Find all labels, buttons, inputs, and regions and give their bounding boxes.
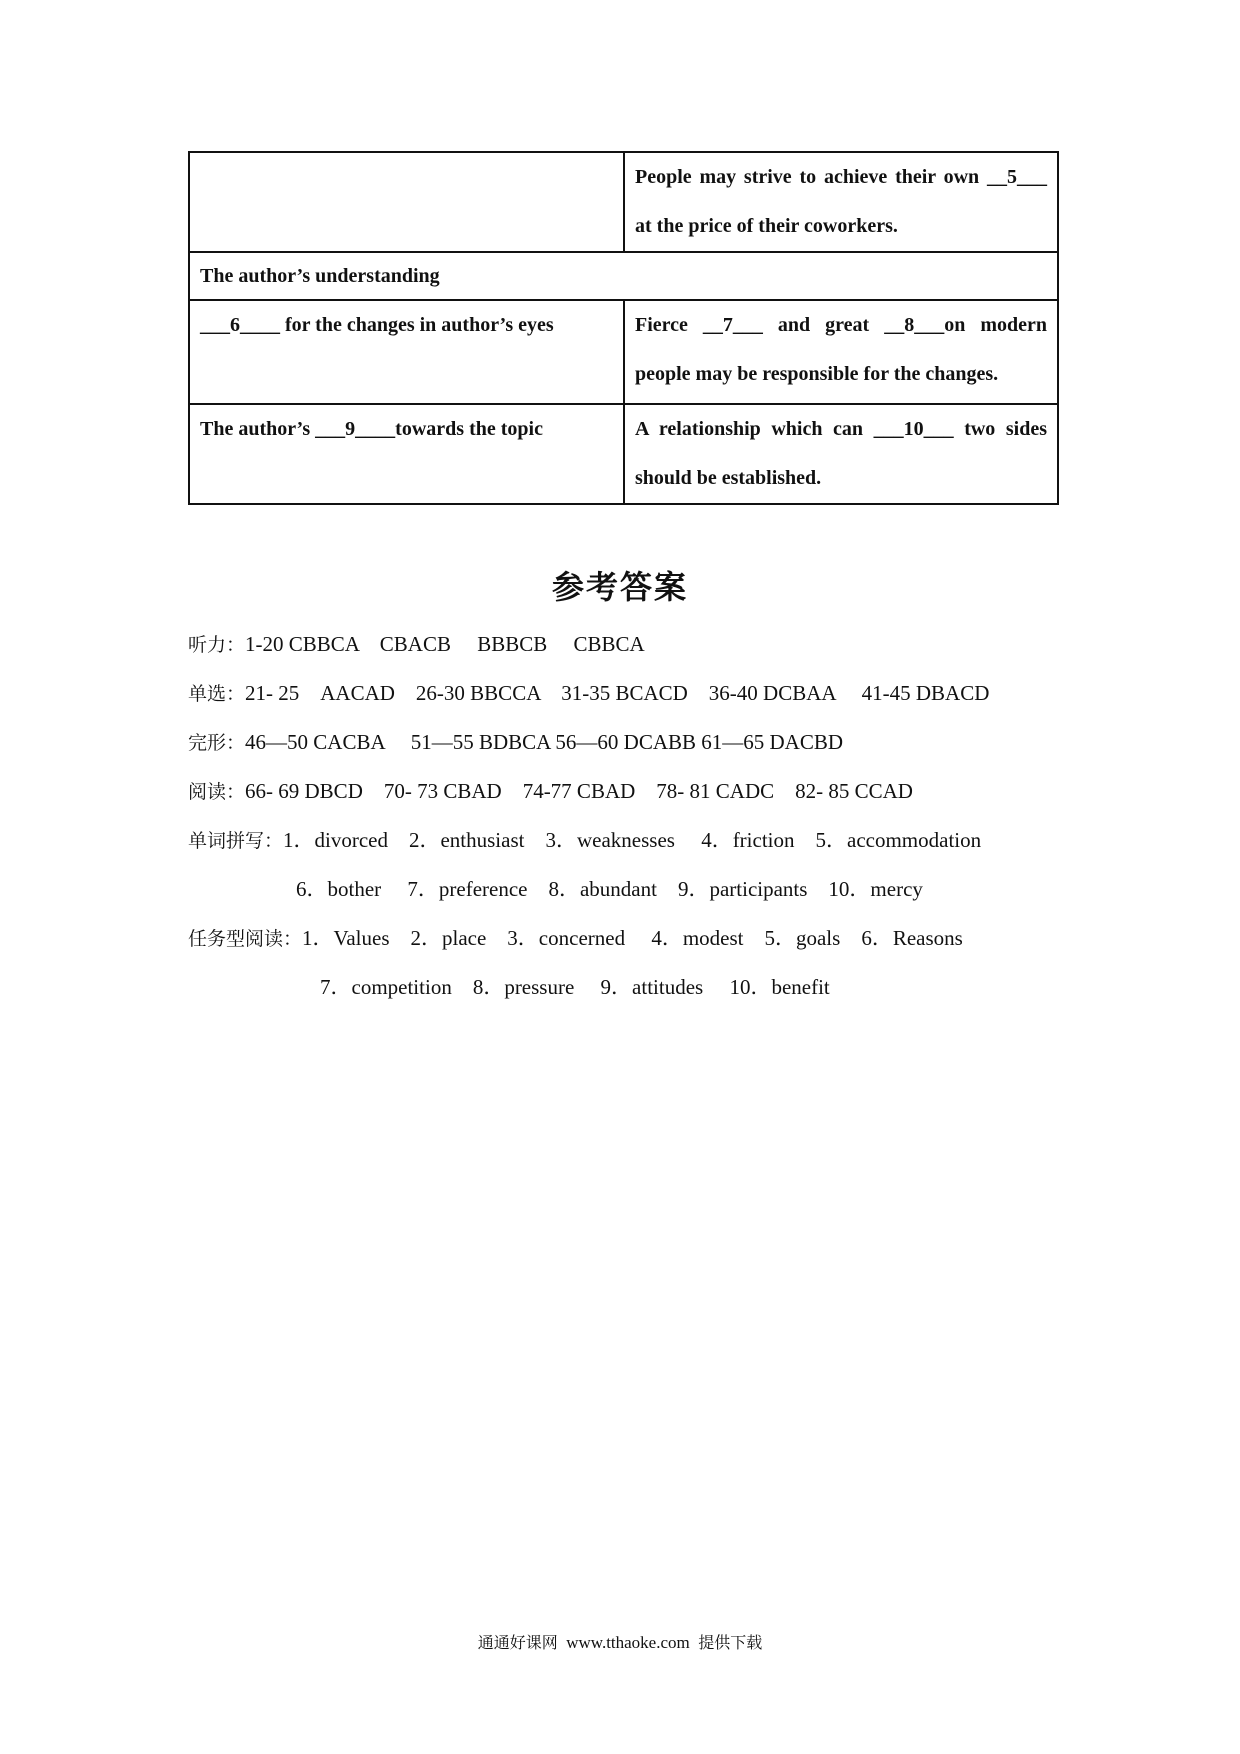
answer-values: 1．Values 2．place 3．concerned 4．modest 5．goals 6．Reasons — [302, 926, 963, 950]
table-row — [189, 252, 1058, 300]
answer-values: 21- 25 AACAD 26-30 BBCCA 31-35 BCACD 36-40 DCBAA 41-45 DBACD — [245, 681, 990, 705]
answer-line-task-reading-continued — [188, 963, 1088, 1012]
answers-title: 参考答案 — [551, 568, 688, 606]
answer-line-reading — [188, 767, 1088, 816]
table-row — [189, 404, 1058, 504]
answer-label: 单词拼写： — [188, 830, 284, 852]
answer-label: 任务型阅读： — [188, 928, 303, 950]
answer-label: 单选： — [188, 683, 246, 705]
footer-url[interactable]: www.tthaoke.com — [566, 1633, 690, 1652]
answer-line-spelling-continued — [188, 865, 1088, 914]
answer-line-task-reading — [188, 914, 1088, 963]
answer-line-spelling — [188, 816, 1088, 865]
answer-line-single-choice — [188, 669, 1088, 718]
table-cell-right: A relationship which can ___10___ two sides should be established. — [624, 404, 1058, 504]
answer-values: 6．bother 7．preference 8．abundant 9．participants 10．mercy — [296, 877, 923, 901]
table-cell-left: The author’s ___9____towards the topic — [189, 404, 624, 504]
table-row — [189, 152, 1058, 252]
table-cell-left — [189, 152, 624, 252]
footer-site-name: 通通好课网 — [477, 1633, 558, 1652]
table-cell-right: Fierce __7___ and great __8___on modern people may be responsible for the changes. — [624, 300, 1058, 404]
answer-line-listening — [188, 620, 1088, 669]
answer-values: 7．competition 8．pressure 9．attitudes 10．benefit — [320, 975, 830, 999]
answer-values: 66- 69 DBCD 70- 73 CBAD 74-77 CBAD 78- 81 CADC 82- 85 CCAD — [245, 779, 913, 803]
answer-label: 阅读： — [188, 781, 246, 803]
page-footer — [0, 1630, 1240, 1653]
answer-values: 1．divorced 2．enthusiast 3．weaknesses 4．friction 5．accommodation — [283, 828, 982, 852]
task-reading-table — [188, 151, 1059, 505]
answer-values: 46—50 CACBA 51—55 BDBCA 56—60 DCABB 61—65 DACBD — [245, 730, 844, 754]
table-cell-right: People may strive to achieve their own __5___ at the price of their coworkers. — [624, 152, 1058, 252]
footer-suffix: 提供下载 — [698, 1633, 763, 1652]
table-cell-left: ___6____ for the changes in author’s eyes — [189, 300, 624, 404]
answer-key — [188, 620, 1088, 1012]
answer-line-cloze — [188, 718, 1088, 767]
answer-label: 听力： — [188, 634, 246, 656]
answer-values: 1-20 CBBCA CBACB BBBCB CBBCA — [245, 632, 645, 656]
answer-label: 完形： — [188, 732, 246, 754]
table-row — [189, 300, 1058, 404]
table-cell-heading: The author’s understanding — [189, 252, 1058, 300]
